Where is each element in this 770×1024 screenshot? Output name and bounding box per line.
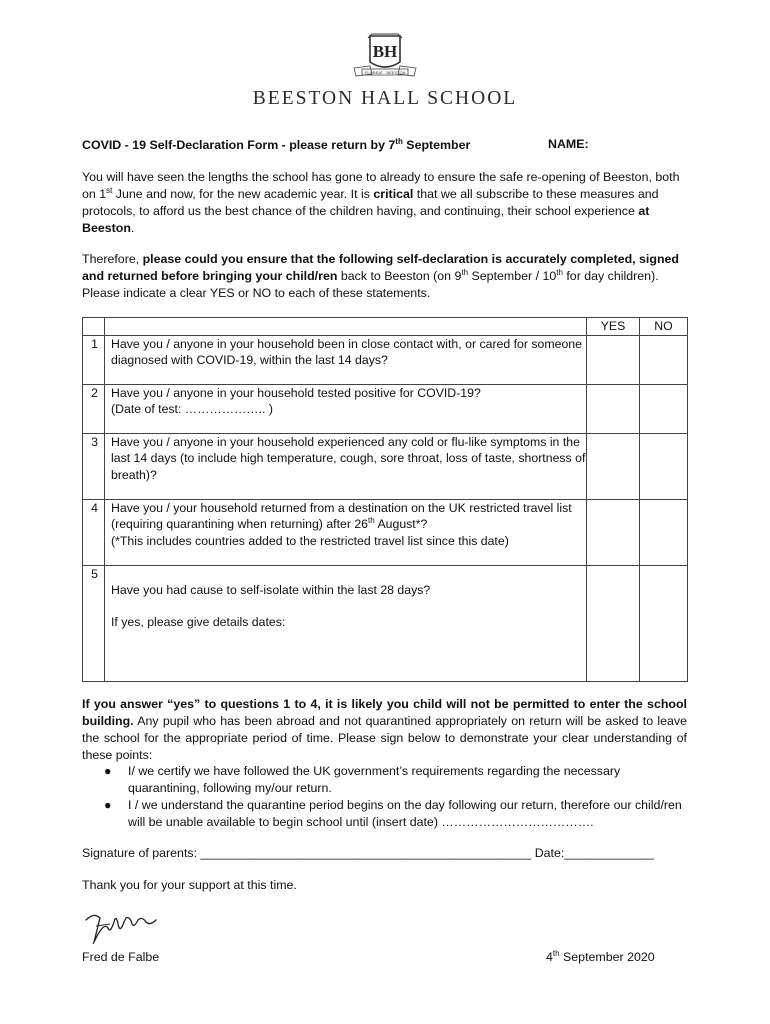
question-text: Have you / anyone in your household been in close contact with, or cared for someone diagnosed with COVID-19, within the last 14 days? xyxy=(105,335,587,384)
q1-yes-cell[interactable] xyxy=(587,335,640,384)
q3-yes-cell[interactable] xyxy=(587,433,640,499)
q4-no-cell[interactable] xyxy=(640,499,688,565)
school-crest xyxy=(0,32,770,83)
question-number: 4 xyxy=(83,499,105,565)
thanks-text: Thank you for your support at this time. xyxy=(82,878,297,892)
signature-icon xyxy=(80,908,160,948)
table-row xyxy=(83,433,688,499)
bullet-icon: ● xyxy=(104,798,112,812)
question-number: 1 xyxy=(83,335,105,384)
name-label: NAME: xyxy=(548,137,589,151)
question-number: 3 xyxy=(83,433,105,499)
list-item: ● I/ we certify we have followed the UK government’s requirements regarding the necessary quarantining, following my/our return. xyxy=(104,764,621,795)
intro-paragraph: You will have seen the lengths the school has gone to already to ensure the safe re-opening of Beeston, both on 1st June and now, for the new academic year. It is critical that we all subscribe to these measures and protocols, to afford us the best chance of the children having, and continuing, their school experience at Beeston. xyxy=(82,170,680,235)
question-text: Have you had cause to self-isolate within the last 28 days? If yes, please give details dates: xyxy=(105,565,587,681)
q1-no-cell[interactable] xyxy=(640,335,688,384)
q2-yes-cell[interactable] xyxy=(587,384,640,433)
table-row xyxy=(83,335,688,384)
school-name: BEESTON HALL SCHOOL xyxy=(252,88,518,109)
no-column-header: NO xyxy=(640,318,688,336)
yes-column-header: YES xyxy=(587,318,640,336)
signature-field[interactable]: ________________________________________________ xyxy=(200,846,532,860)
q5-yes-cell[interactable] xyxy=(587,565,640,681)
signature-line: Signature of parents: ________________________________________________ Date:_____________ xyxy=(82,846,654,860)
q3-no-cell[interactable] xyxy=(640,433,688,499)
crest-motto-right: BEESTON xyxy=(386,70,406,75)
q4-yes-cell[interactable] xyxy=(587,499,640,565)
handwritten-signature xyxy=(80,908,160,951)
letter-date: 4th September 2020 xyxy=(546,949,655,964)
signatory-name: Fred de Falbe xyxy=(82,950,160,964)
crest-monogram: BH xyxy=(372,42,398,61)
table-header-row xyxy=(83,318,688,336)
table-row xyxy=(83,499,688,565)
date-field[interactable]: _____________ xyxy=(564,846,654,860)
table-row xyxy=(83,565,688,681)
question-number: 5 xyxy=(83,565,105,681)
question-text: Have you / your household returned from a destination on the UK restricted travel list (requiring quarantining when returning) after 26th August*? (*This includes countries added to the restricted travel list since this date) xyxy=(105,499,587,565)
bullet-icon: ● xyxy=(104,764,112,778)
question-text: Have you / anyone in your household tested positive for COVID-19? (Date of test: ……………….. ) xyxy=(105,384,587,433)
certification-list xyxy=(82,763,687,831)
q5-no-cell[interactable] xyxy=(640,565,688,681)
table-row xyxy=(83,384,688,433)
declaration-table xyxy=(82,317,688,682)
question-text: Have you / anyone in your household experienced any cold or flu-like symptoms in the last 14 days (to include high temperature, cough, sore throat, loss of taste, shortness of breath)? xyxy=(105,433,587,499)
question-number: 2 xyxy=(83,384,105,433)
list-item: ● I / we understand the quarantine period begins on the day following our return, therefore our child/ren will be unable available to begin school until (insert date) ………………………………. xyxy=(104,798,682,829)
crest-motto-left: FLOREAT xyxy=(364,70,384,75)
q2-no-cell[interactable] xyxy=(640,384,688,433)
warning-paragraph: If you answer “yes” to questions 1 to 4, it is likely you child will not be permitted to enter the school building. Any pupil who has been abroad and not quarantined appropriately on return will be asked to leave the school for the appropriate period of time. Please sign below to demonstrate your clear understanding of these points: xyxy=(82,697,687,762)
form-title: COVID - 19 Self-Declaration Form - please return by 7th September xyxy=(82,137,471,152)
instructions-paragraph: Therefore, please could you ensure that the following self-declaration is accurately completed, signed and returned before bringing your child/ren back to Beeston (on 9th September / 10th for day children). Please indicate a clear YES or NO to each of these statements. xyxy=(82,252,679,300)
crest-icon xyxy=(350,32,420,80)
